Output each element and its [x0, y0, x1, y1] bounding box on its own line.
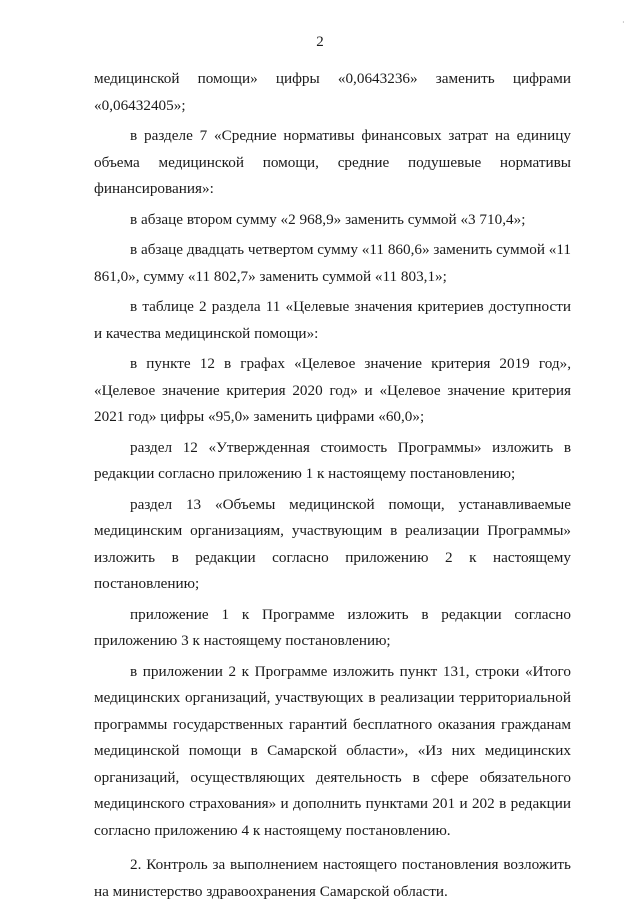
paragraph-abzac-twenty-fourth: в абзаце двадцать четвертом сумму «11 860,6» заменить суммой «11 861,0», сумму «11 802,7» заменить суммой «11 803,1»; — [94, 241, 571, 285]
paragraph-table-2: в таблице 2 раздела 11 «Целевые значения критериев доступности и качества медицинской помощи»: — [94, 298, 571, 342]
paragraph-point-12: в пункте 12 в графах «Целевое значение критерия 2019 год», «Целевое значение критерия 2020 год» и «Целевое значение критерия 2021 год» цифры «95,0» заменить цифрами «60,0»; — [94, 355, 571, 425]
paragraph-section-12: раздел 12 «Утвержденная стоимость Программы» изложить в редакции согласно приложению 1 к настоящему постановлению; — [94, 438, 571, 482]
paragraph-abzac-second: в абзаце втором сумму «2 968,9» заменить суммой «3 710,4»; — [130, 210, 526, 228]
paragraph-control: 2. Контроль за выполнением настоящего постановления возложить на министерство здравоохранения Самарской области. — [94, 856, 571, 900]
page-number: 2 — [316, 34, 324, 50]
paragraph-continuation: медицинской помощи» цифры «0,0643236» заменить цифрами «0,06432405»; — [94, 70, 571, 114]
corner-mark: · — [622, 18, 625, 27]
paragraph-appendix-1: приложение 1 к Программе изложить в редакции согласно приложению 3 к настоящему постановлению; — [94, 605, 571, 649]
document-body — [94, 66, 571, 905]
paragraph-section-13: раздел 13 «Объемы медицинской помощи, устанавливаемые медицинским организациям, участвующим в реализации Программы» изложить в редакции согласно приложению 2 к настоящему постановлению; — [94, 495, 571, 592]
paragraph-section-7: в разделе 7 «Средние нормативы финансовых затрат на единицу объема медицинской помощи, средние подушевые нормативы финансирования»: — [94, 127, 571, 197]
paragraph-appendix-2: в приложении 2 к Программе изложить пункт 131, строки «Итого медицинских организаций, участвующих в реализации территориальной программы государственных гарантий бесплатного оказания гражданам медицинской помощи в Самарской области», «Из них медицинских организаций, осуществляющих деятельность в сфере обязательного медицинского страхования» и дополнить пунктами 201 и 202 в редакции согласно приложению 4 к настоящему постановлению. — [94, 662, 571, 839]
